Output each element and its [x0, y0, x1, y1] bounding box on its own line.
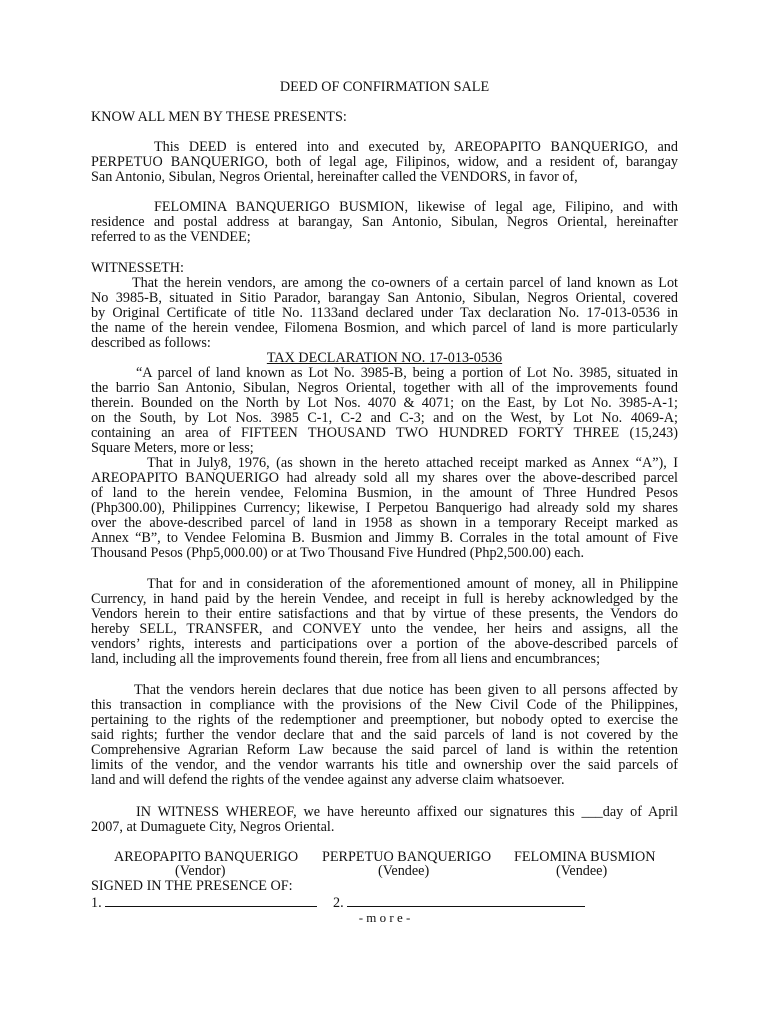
paragraph-line: vendors’ rights, interests and participations over a portion of the above-described parcels of: [91, 636, 678, 652]
paragraph-line: residence and postal address at barangay, San Antonio, Sibulan, Negros Oriental, hereinafter: [91, 214, 678, 230]
paragraph-line: containing an area of FIFTEEN THOUSAND TWO HUNDRED FORTY THREE (15,243): [91, 425, 678, 441]
witness-1-label: 1.: [91, 895, 102, 911]
paragraph-line: No 3985-B, situated in Sitio Parador, barangay San Antonio, Sibulan, Negros Oriental, covered: [91, 290, 678, 306]
paragraph-line: the barrio San Antonio, Sibulan, Negros Oriental, together with all of the improvements found: [91, 380, 678, 396]
document-title: DEED OF CONFIRMATION SALE: [279, 79, 490, 95]
paragraph-line: this transaction in compliance with the provisions of the New Civil Code of the Philippines,: [91, 697, 678, 713]
witness-2-line: [333, 895, 585, 911]
paragraph-line: limits of the vendor, and the vendor warrants his title and ownership over the said parcels of: [91, 757, 678, 773]
signatory-name: FELOMINA BUSMION: [514, 849, 656, 865]
paragraph-line: IN WITNESS WHEREOF, we have hereunto affixed our signatures this ___day of April: [136, 804, 678, 820]
witness-2-label: 2.: [333, 895, 344, 911]
signatory-role: (Vendee): [378, 863, 430, 879]
opening-line: KNOW ALL MEN BY THESE PRESENTS:: [91, 109, 347, 125]
paragraph-line: pertaining to the rights of the redemptioner and preemptioner, but nobody opted to exercise the: [91, 712, 678, 728]
paragraph-line: That the vendors herein declares that due notice has been given to all persons affected by: [134, 682, 678, 698]
paragraph-line: (Php300.00), Philippines Currency; likewise, I Perpetou Banquerigo had already sold my shares: [91, 500, 678, 516]
signatory-name: PERPETUO BANQUERIGO: [322, 849, 492, 865]
witness-1-signature-blank: [105, 895, 317, 907]
paragraph-line: land, including all the improvements found therein, free from all liens and encumbrances;: [91, 651, 601, 667]
paragraph-line: of land to the herein vendee, Felomina Busmion, in the amount of Three Hundred Pesos: [91, 485, 678, 501]
paragraph-line: San Antonio, Sibulan, Negros Oriental, hereinafter called the VENDORS, in favor of,: [91, 169, 578, 185]
witness-1-line: [91, 895, 317, 911]
signatory-role: (Vendor): [175, 863, 226, 879]
signed-presence-heading: SIGNED IN THE PRESENCE OF:: [91, 878, 293, 894]
signatory-role: (Vendee): [556, 863, 608, 879]
paragraph-line: Vendors herein to their entire satisfactions and that by virtue of these presents, the Vendors do: [91, 606, 678, 622]
paragraph-line: over the above-described parcel of land in 1958 as shown in a temporary Receipt marked as: [91, 515, 678, 531]
paragraph-line: on the South, by Lot Nos. 3985 C-1, C-2 and C-3; and on the West, by Lot No. 4069-A;: [91, 410, 678, 426]
paragraph-line: Thousand Pesos (Php5,000.00) or at Two Thousand Five Hundred (Php2,500.00) each.: [91, 545, 585, 561]
paragraph-line: said rights; further the vendor declare that and the said parcels of land is not covered by the: [91, 727, 678, 743]
paragraph-line: referred to as the VENDEE;: [91, 229, 251, 245]
paragraph-line: Currency, in hand paid by the herein Vendee, and receipt in full is hereby acknowledged by the: [91, 591, 678, 607]
paragraph-line: “A parcel of land known as Lot No. 3985-B, being a portion of Lot No. 3985, situated in: [136, 365, 678, 381]
tax-declaration-heading: [91, 351, 678, 366]
paragraph-line: 2007, at Dumaguete City, Negros Oriental.: [91, 819, 335, 835]
paragraph-line: That the herein vendors, are among the co-owners of a certain parcel of land known as Lot: [132, 275, 678, 291]
paragraph-line: Square Meters, more or less;: [91, 440, 254, 456]
paragraph-line: hereby SELL, TRANSFER, and CONVEY unto the vendee, her heirs and assigns, all the: [91, 621, 678, 637]
paragraph-line: by Original Certificate of title No. 1133and declared under Tax declaration No. 17-013-0536 in: [91, 305, 678, 321]
paragraph-line: That for and in consideration of the aforementioned amount of money, all in Philippine: [147, 576, 678, 592]
paragraph-line: AREOPAPITO BANQUERIGO had already sold all my shares over the above-described parcel: [91, 470, 678, 486]
paragraph-line: FELOMINA BANQUERIGO BUSMION, likewise of legal age, Filipino, and with: [154, 199, 678, 215]
tax-declaration-heading-text: TAX DECLARATION NO. 17-013-0536: [266, 350, 503, 366]
paragraph-line: therein. Bounded on the North by Lot Nos. 4070 & 4071; on the East, by Lot No. 3985-A-1;: [91, 395, 678, 411]
witnesseth-heading: WITNESSETH:: [91, 260, 184, 276]
paragraph-line: PERPETUO BANQUERIGO, both of legal age, Filipinos, widow, and a resident of, barangay: [91, 154, 678, 170]
paragraph-line: the name of the herein vendee, Filomena Bosmion, and which parcel of land is more particularly: [91, 320, 678, 336]
paragraph-line: land and will defend the rights of the vendee against any adverse claim whatsoever.: [91, 772, 565, 788]
paragraph-line: That in July8, 1976, (as shown in the hereto attached receipt marked as Annex “A”), I: [147, 455, 678, 471]
witness-2-signature-blank: [347, 895, 585, 907]
paragraph-line: Comprehensive Agrarian Reform Law because the said parcel of land is within the retention: [91, 742, 678, 758]
paragraph-line: described as follows:: [91, 335, 211, 351]
paragraph-line: This DEED is entered into and executed by, AREOPAPITO BANQUERIGO, and: [154, 139, 678, 155]
paragraph-line: Annex “B”, to Vendee Felomina B. Busmion and Jimmy B. Corrales in the total amount of Five: [91, 530, 678, 546]
more-indicator: - m o r e -: [358, 910, 411, 925]
signatory-name: AREOPAPITO BANQUERIGO: [114, 849, 299, 865]
